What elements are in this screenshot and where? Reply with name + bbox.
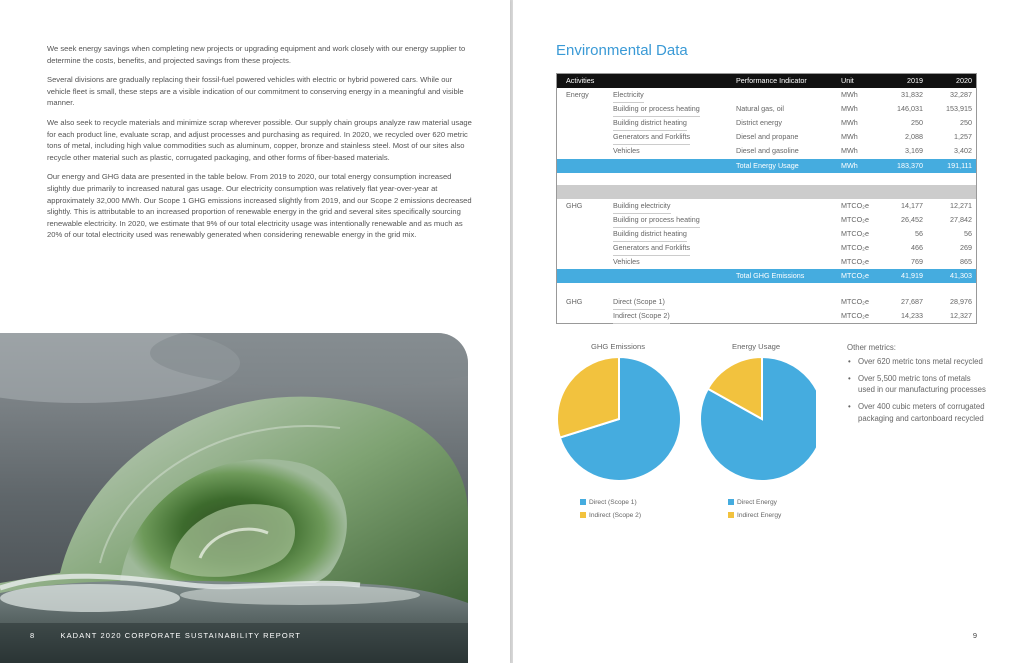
table-row [557, 241, 976, 255]
cell: MTCO₂e [841, 311, 869, 321]
cell: MTCO₂e [841, 228, 869, 238]
cell: 31,832 [901, 90, 923, 100]
cell: 269 [960, 242, 972, 252]
body-text [47, 43, 472, 249]
cell: MTCO₂e [841, 242, 869, 252]
table-row [557, 227, 976, 241]
cell: 14,233 [901, 311, 923, 321]
table-header [557, 74, 976, 88]
legend-swatch [728, 512, 734, 518]
table-row [557, 295, 976, 309]
cell: Building or process heating [613, 213, 700, 228]
cell: MWh [841, 104, 858, 114]
cell: Indirect (Scope 2) [613, 309, 670, 324]
legend-item [580, 512, 641, 519]
cell: 27,842 [950, 214, 972, 224]
cell: 27,687 [901, 297, 923, 307]
legend [580, 499, 641, 519]
page-number: 8 [30, 631, 36, 640]
cell: Building or process heating [613, 102, 700, 117]
metric-item: • Over 620 metric tons metal recycled [847, 356, 987, 368]
cell: 32,287 [950, 90, 972, 100]
header-cell: 2020 [956, 76, 972, 85]
table-row [557, 309, 976, 323]
header-cell: Performance Indicator [736, 76, 807, 85]
cell: 146,031 [897, 104, 923, 114]
legend-swatch [580, 499, 586, 505]
cell: Building district heating [613, 227, 687, 242]
legend-label: Direct (Scope 1) [589, 499, 637, 506]
cell: 56 [964, 228, 972, 238]
divider-row [557, 185, 976, 199]
legend-label: Direct Energy [737, 499, 777, 506]
pie-svg [556, 354, 816, 504]
cell: Generators and Forklifts [613, 130, 690, 145]
paragraph: Several divisions are gradually replacing their fossil-fuel powered vehicles with electric or hybrid powered cars. While our vehicle fleet is small, these steps are a visible indication of our commitment to conserving energy in a meaningful and visible manner. [47, 75, 464, 108]
cell: MTCO₂e [841, 200, 869, 210]
chart-title: GHG Emissions [591, 342, 646, 351]
cell: District energy [736, 118, 782, 128]
table-row [557, 255, 976, 269]
wave-illustration [0, 333, 468, 663]
paragraph: Our energy and GHG data are presented in the table below. From 2019 to 2020, our total energy consumption increased slightly due primarily to increased natural gas usage. Our electricity consumption was relatively flat year-over-year at approximately 32,000 MWh. Our Scope 1 GHG emissions increased slightly from 2019, and our Scope 2 emissions decreased slightly. This is attributable to an increased proportion of renewable energy in the grid and several sites specifically sourcing renewable electricity. In 2020, we estimate that 9% of our total electricity usage was intentionally renewable and as much as 20% of our total electricity used was renewably generated when considering renewable energy in the grid mix. [47, 172, 472, 240]
metric-item: • Over 5,500 metric tons of metals used in our manufacturing processes [847, 373, 987, 397]
table-row [557, 88, 976, 102]
cell: Building district heating [613, 116, 687, 131]
cell: MTCO₂e [841, 257, 869, 267]
cell: Natural gas, oil [736, 104, 784, 114]
right-page [513, 0, 1024, 663]
legend-label: Indirect (Scope 2) [589, 512, 642, 519]
cell: 14,177 [901, 200, 923, 210]
cell: MTCO₂e [841, 297, 869, 307]
total-row [557, 159, 976, 173]
table-row [557, 199, 976, 213]
cell: Total Energy Usage [736, 160, 799, 170]
cell: 56 [915, 228, 923, 238]
cell: MTCO₂e [841, 214, 869, 224]
cell: 191,111 [947, 160, 972, 170]
pie-charts [556, 338, 816, 538]
cell: 12,327 [950, 311, 972, 321]
cell: Diesel and gasoline [736, 146, 799, 156]
footer [30, 631, 301, 640]
cell: MTCO₂e [841, 271, 869, 281]
legend-swatch [580, 512, 586, 518]
cell: 28,976 [950, 297, 972, 307]
page-title: Environmental Data [556, 42, 688, 59]
cell: 250 [911, 118, 923, 128]
cell: 3,402 [954, 146, 972, 156]
spacer-row [557, 173, 976, 185]
table-row [557, 213, 976, 227]
cell: MWh [841, 118, 858, 128]
group-label: Energy [566, 90, 589, 100]
cell: 41,303 [950, 271, 972, 281]
cell: MWh [841, 90, 858, 100]
metric-item: • Over 400 cubic meters of corrugated packaging and cartonboard recycled [847, 401, 987, 425]
table-row [557, 144, 976, 158]
cell: Generators and Forklifts [613, 241, 690, 256]
paragraph: We also seek to recycle materials and minimize scrap wherever possible. Our supply chain groups analyze raw material usage for each product line, evaluate scrap, and adjust processes and purchasing as required. In 2020, we recycled over 620 metric tons of metal, including high value commodities such as aluminum, copper, bronze and stainless steel. Most of our sites also recycle other material such as plastic, corrugated packaging, and other forms of fiber-based materials. [47, 117, 472, 162]
legend-item [728, 512, 781, 519]
cell: MWh [841, 160, 858, 170]
table-row [557, 116, 976, 130]
cell: Total GHG Emissions [736, 271, 805, 281]
cell: 183,370 [897, 160, 923, 170]
environmental-data-table [556, 73, 977, 324]
legend-item [580, 499, 641, 506]
legend-label: Indirect Energy [737, 512, 782, 519]
cell: 769 [911, 257, 923, 267]
cell: 466 [911, 242, 923, 252]
paragraph: We seek energy savings when completing new projects or upgrading equipment and work closely with our energy supplier to determine the costs, benefits, and projected savings from these projects. [47, 44, 466, 65]
report-title: KADANT 2020 CORPORATE SUSTAINABILITY REPORT [60, 631, 301, 640]
total-row [557, 269, 976, 283]
cell: 3,169 [905, 146, 923, 156]
legend-swatch [728, 499, 734, 505]
header-cell: Unit [841, 76, 854, 85]
cell: Building electricity [613, 199, 671, 214]
header-cell: Activities [566, 76, 595, 85]
cell: Electricity [613, 88, 644, 103]
cell: Vehicles [613, 144, 640, 159]
cell: Diesel and propane [736, 132, 799, 142]
metrics-title: Other metrics: [847, 343, 896, 352]
spacer-row [557, 283, 976, 295]
group-label: GHG [566, 297, 583, 307]
cell: MWh [841, 132, 858, 142]
group-label: GHG [566, 200, 583, 210]
cell: 2,088 [905, 132, 923, 142]
table-row [557, 102, 976, 116]
chart-title: Energy Usage [732, 342, 781, 351]
legend [728, 499, 781, 519]
left-page [0, 0, 510, 663]
cell: 26,452 [901, 214, 923, 224]
cell: Direct (Scope 1) [613, 295, 665, 310]
wave-photo [0, 333, 468, 663]
cell: 41,919 [901, 271, 923, 281]
header-cell: 2019 [907, 76, 923, 85]
legend-item [728, 499, 781, 506]
cell: 12,271 [950, 200, 972, 210]
cell: MWh [841, 146, 858, 156]
other-metrics [847, 342, 987, 430]
cell: 250 [960, 118, 972, 128]
page-number: 9 [972, 631, 977, 640]
cell: 1,257 [954, 132, 972, 142]
cell: 865 [960, 257, 972, 267]
table-row [557, 130, 976, 144]
cell: Vehicles [613, 255, 640, 270]
cell: 153,915 [946, 104, 972, 114]
